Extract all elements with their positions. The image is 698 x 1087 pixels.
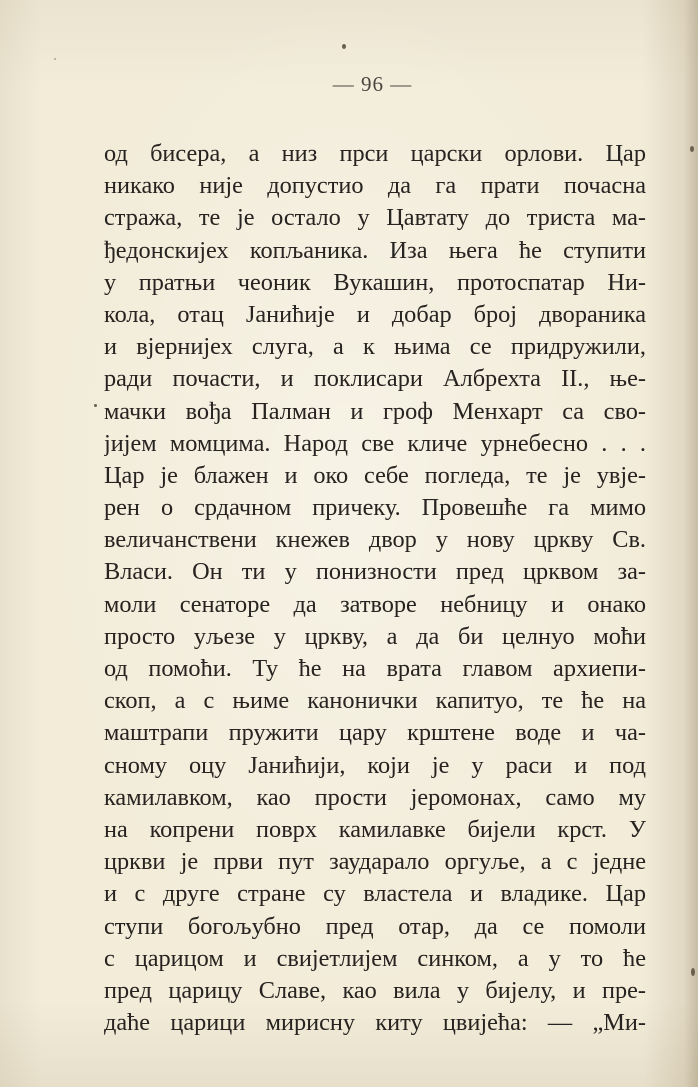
text-line: моли сенаторе да затворе небницу и онако <box>104 590 646 618</box>
text-line: од бисера, а низ прси царски орлови. Цар <box>104 140 646 167</box>
text-line: стража, те је остало у Цавтату до триста ма- <box>104 204 646 232</box>
text-line: камилавком, као прости јеромонах, само му <box>104 783 646 811</box>
text-line: сному оцу Јанићији, који је у раси и под <box>104 751 646 779</box>
text-line: пред царицу Славе, као вила у бијелу, и пре- <box>104 976 646 1004</box>
text-line: на копрени поврх камилавке бијели крст. У <box>104 815 646 843</box>
text-line: скоп, а с њиме канонички капитуо, те ће на <box>104 687 646 715</box>
text-line: величанствени кнежев двор у нову цркву Св. <box>104 526 646 554</box>
paper-speck <box>342 44 346 49</box>
text-line: маштрапи пружити цару крштене воде и ча- <box>104 719 646 747</box>
text-line: у пратњи чеоник Вукашин, протоспатар Ни- <box>104 268 646 296</box>
text-line: Власи. Он ти у понизности пред црквом за- <box>104 558 646 586</box>
text-line: јијем момцима. Народ све кличе урнебесно . . . <box>104 429 646 457</box>
paper-speck <box>690 146 694 152</box>
body-text <box>104 138 646 1039</box>
text-line: ђедонскијех копљаника. Иза њега ће ступити <box>104 236 646 264</box>
text-line: ради почасти, и поклисари Албрехта II., ње- <box>104 365 646 393</box>
text-line: никако није допустио да га прати почасна <box>104 172 646 200</box>
text-line: ступи богољубно пред отар, да се помоли <box>104 912 646 940</box>
text-line: од помоћи. Ту ће на врата главом архиепи- <box>104 655 646 682</box>
text-line: и вјернијех слуга, а к њима се придружили, <box>104 333 646 361</box>
paper-speck <box>691 968 695 976</box>
text-line: Цар је блажен и око себе погледа, те је увје- <box>104 461 646 489</box>
paper-speck <box>54 58 56 60</box>
text-line: с царицом и свијетлијем синком, а у то ће <box>104 944 646 972</box>
text-line: кола, отац Јанићије и добар број двораника <box>104 300 646 328</box>
text-line: даће царици мирисну киту цвијећа: — „Ми- <box>104 1009 646 1037</box>
page-number: — 96 — <box>332 72 413 96</box>
text-line: мачки вођа Палман и гроф Менхарт са сво- <box>104 397 646 425</box>
text-line: цркви је први пут заударало оргуље, а с једне <box>104 848 646 876</box>
paper-speck <box>94 404 97 407</box>
text-line: и с друге стране су властела и владике. Цар <box>104 880 646 908</box>
text-line: просто уљезе у цркву, а да би целнуо моћи <box>104 622 646 650</box>
page-edge-shadow <box>684 0 698 1087</box>
text-line: рен о срдачном причеку. Провешће га мимо <box>104 494 646 522</box>
